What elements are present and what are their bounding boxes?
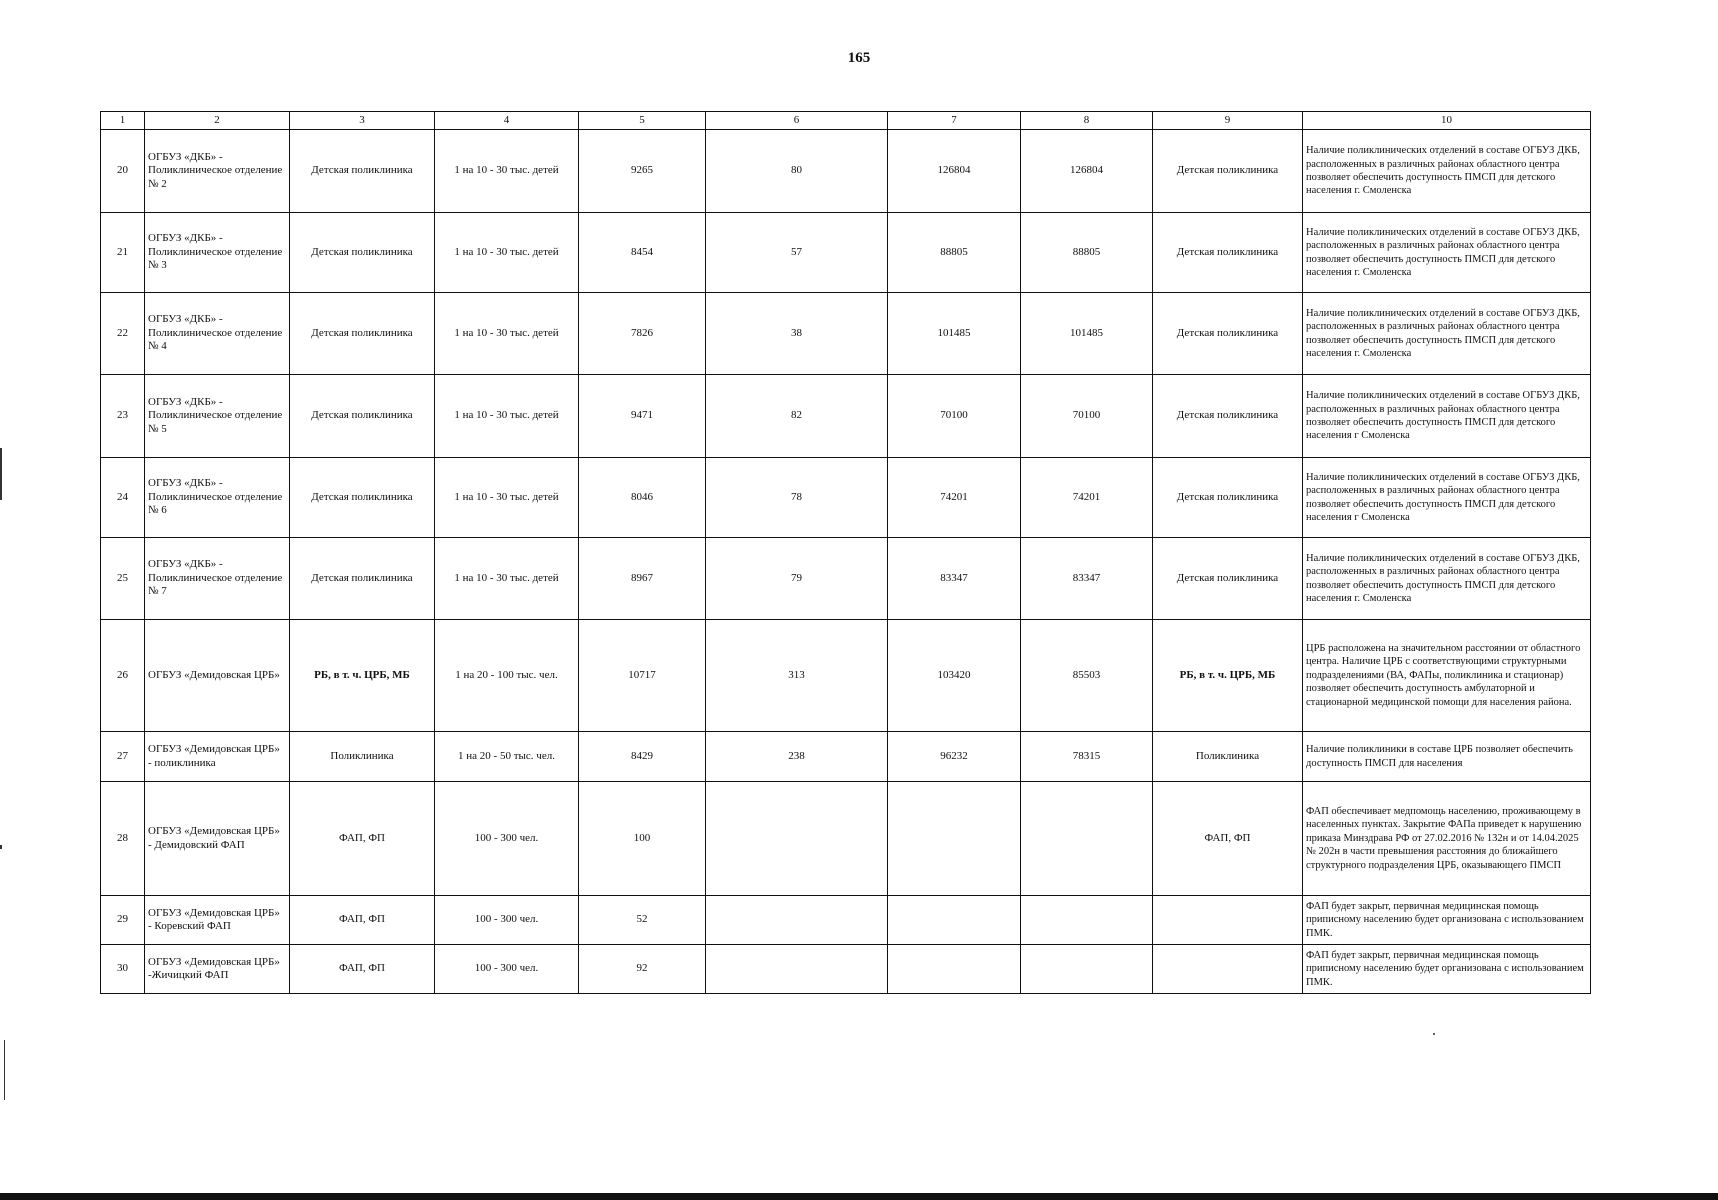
- norm: 1 на 20 - 100 тыс. чел.: [435, 620, 579, 732]
- norm: 1 на 20 - 50 тыс. чел.: [435, 732, 579, 782]
- value-col-5: 92: [579, 945, 706, 994]
- value-col-8: 74201: [1021, 458, 1153, 538]
- justification-note: Наличие поликлинических отделений в составе ОГБУЗ ДКБ, расположенных в различных районах областного центра позволяет обеспечить доступность ПМСП для детского населения г Смоленска: [1303, 375, 1591, 458]
- facility-type: Детская поликлиника: [290, 293, 435, 375]
- value-col-7: 96232: [888, 732, 1021, 782]
- facility-type: ФАП, ФП: [290, 896, 435, 945]
- facility-type: ФАП, ФП: [290, 782, 435, 896]
- value-col-8: 85503: [1021, 620, 1153, 732]
- justification-note: Наличие поликлиники в составе ЦРБ позволяет обеспечить доступность ПМСП для населения: [1303, 732, 1591, 782]
- table-row: [101, 130, 1591, 213]
- table-row: [101, 945, 1591, 994]
- table-row: [101, 458, 1591, 538]
- value-col-6: [706, 782, 888, 896]
- facility-type: Детская поликлиника: [290, 213, 435, 293]
- value-col-7: 126804: [888, 130, 1021, 213]
- facility-type-proposed: ФАП, ФП: [1153, 782, 1303, 896]
- value-col-5: 10717: [579, 620, 706, 732]
- norm: 1 на 10 - 30 тыс. детей: [435, 130, 579, 213]
- column-header: 6: [706, 112, 888, 130]
- facility-type: Детская поликлиника: [290, 130, 435, 213]
- norm: 1 на 10 - 30 тыс. детей: [435, 213, 579, 293]
- column-header: 4: [435, 112, 579, 130]
- value-col-6: 313: [706, 620, 888, 732]
- value-col-7: [888, 896, 1021, 945]
- value-col-7: 70100: [888, 375, 1021, 458]
- data-table: [100, 111, 1591, 994]
- norm: 100 - 300 чел.: [435, 945, 579, 994]
- facility-type-proposed: Детская поликлиника: [1153, 458, 1303, 538]
- facility-type-proposed: Детская поликлиника: [1153, 375, 1303, 458]
- column-header: 5: [579, 112, 706, 130]
- column-header: 7: [888, 112, 1021, 130]
- justification-note: Наличие поликлинических отделений в составе ОГБУЗ ДКБ, расположенных в различных районах областного центра позволяет обеспечить доступность ПМСП для детского населения г. Смоленска: [1303, 213, 1591, 293]
- facility-type-proposed: Детская поликлиника: [1153, 538, 1303, 620]
- facility-type: РБ, в т. ч. ЦРБ, МБ: [290, 620, 435, 732]
- facility-type-proposed: Детская поликлиника: [1153, 213, 1303, 293]
- page-number: 165: [847, 50, 871, 66]
- facility-type: Поликлиника: [290, 732, 435, 782]
- value-col-7: 101485: [888, 293, 1021, 375]
- organization-name: ОГБУЗ «ДКБ» - Поликлиническое отделение № 2: [145, 130, 290, 213]
- row-number: 26: [101, 620, 145, 732]
- value-col-7: 83347: [888, 538, 1021, 620]
- facility-type-proposed: [1153, 896, 1303, 945]
- norm: 1 на 10 - 30 тыс. детей: [435, 538, 579, 620]
- row-number: 27: [101, 732, 145, 782]
- column-header: 3: [290, 112, 435, 130]
- value-col-5: 8429: [579, 732, 706, 782]
- column-header: 2: [145, 112, 290, 130]
- facility-type-proposed: Детская поликлиника: [1153, 293, 1303, 375]
- value-col-8: 83347: [1021, 538, 1153, 620]
- value-col-7: 88805: [888, 213, 1021, 293]
- value-col-8: [1021, 782, 1153, 896]
- column-header: 10: [1303, 112, 1591, 130]
- organization-name: ОГБУЗ «ДКБ» - Поликлиническое отделение № 4: [145, 293, 290, 375]
- value-col-6: [706, 945, 888, 994]
- justification-note: ЦРБ расположена на значительном расстоянии от областного центра. Наличие ЦРБ с соответствующими структурными подразделениями (ВА, ФАПы, поликлиника и стационар) позволяет обеспечить доступность амбулаторной и стационарной медицинской помощи для населения района.: [1303, 620, 1591, 732]
- facility-type-proposed: Детская поликлиника: [1153, 130, 1303, 213]
- facility-type: Детская поликлиника: [290, 375, 435, 458]
- value-col-5: 52: [579, 896, 706, 945]
- organization-name: ОГБУЗ «Демидовская ЦРБ»: [145, 620, 290, 732]
- organization-name: ОГБУЗ «ДКБ» - Поликлиническое отделение № 6: [145, 458, 290, 538]
- column-header: 9: [1153, 112, 1303, 130]
- row-number: 21: [101, 213, 145, 293]
- value-col-5: 9471: [579, 375, 706, 458]
- value-col-6: 79: [706, 538, 888, 620]
- justification-note: ФАП будет закрыт, первичная медицинская помощь приписному населению будет организована с использованием ПМК.: [1303, 896, 1591, 945]
- norm: 100 - 300 чел.: [435, 896, 579, 945]
- organization-name: ОГБУЗ «Демидовская ЦРБ» -Жичицкий ФАП: [145, 945, 290, 994]
- row-number: 29: [101, 896, 145, 945]
- justification-note: ФАП обеспечивает медпомощь населению, проживающему в населенных пунктах. Закрытие ФАПа приведет к нарушению приказа Минздрава РФ от 27.02.2016 № 132н и от 14.04.2025 № 202н в части превышения расстояния до ближайшего структурного подразделения ЦРБ, оказывающего ПМСП: [1303, 782, 1591, 896]
- row-number: 30: [101, 945, 145, 994]
- scan-speck: [1433, 1033, 1435, 1035]
- value-col-7: 103420: [888, 620, 1021, 732]
- norm: 1 на 10 - 30 тыс. детей: [435, 375, 579, 458]
- facility-type: Детская поликлиника: [290, 538, 435, 620]
- organization-name: ОГБУЗ «ДКБ» - Поликлиническое отделение № 7: [145, 538, 290, 620]
- organization-name: ОГБУЗ «ДКБ» - Поликлиническое отделение № 3: [145, 213, 290, 293]
- row-number: 20: [101, 130, 145, 213]
- norm: 1 на 10 - 30 тыс. детей: [435, 458, 579, 538]
- value-col-6: 238: [706, 732, 888, 782]
- justification-note: ФАП будет закрыт, первичная медицинская помощь приписному населению будет организована с использованием ПМК.: [1303, 945, 1591, 994]
- value-col-5: 8454: [579, 213, 706, 293]
- justification-note: Наличие поликлинических отделений в составе ОГБУЗ ДКБ, расположенных в различных районах областного центра позволяет обеспечить доступность ПМСП для детского населения г. Смоленска: [1303, 293, 1591, 375]
- value-col-5: 100: [579, 782, 706, 896]
- value-col-5: 7826: [579, 293, 706, 375]
- justification-note: Наличие поликлинических отделений в составе ОГБУЗ ДКБ, расположенных в различных районах областного центра позволяет обеспечить доступность ПМСП для детского населения г Смоленска: [1303, 458, 1591, 538]
- value-col-7: [888, 945, 1021, 994]
- value-col-8: 78315: [1021, 732, 1153, 782]
- scan-artifact: [4, 1040, 5, 1100]
- value-col-8: [1021, 896, 1153, 945]
- value-col-6: 57: [706, 213, 888, 293]
- row-number: 24: [101, 458, 145, 538]
- norm: 100 - 300 чел.: [435, 782, 579, 896]
- facility-type: ФАП, ФП: [290, 945, 435, 994]
- organization-name: ОГБУЗ «Демидовская ЦРБ» - поликлиника: [145, 732, 290, 782]
- value-col-8: 70100: [1021, 375, 1153, 458]
- value-col-6: 82: [706, 375, 888, 458]
- facility-type-proposed: [1153, 945, 1303, 994]
- value-col-5: 8967: [579, 538, 706, 620]
- value-col-7: 74201: [888, 458, 1021, 538]
- value-col-6: 78: [706, 458, 888, 538]
- column-number-row: [101, 112, 1591, 130]
- value-col-7: [888, 782, 1021, 896]
- value-col-5: 9265: [579, 130, 706, 213]
- column-header: 1: [101, 112, 145, 130]
- norm: 1 на 10 - 30 тыс. детей: [435, 293, 579, 375]
- table-row: [101, 896, 1591, 945]
- value-col-8: 101485: [1021, 293, 1153, 375]
- table-row: [101, 620, 1591, 732]
- scan-bottom-edge: [0, 1193, 1718, 1200]
- row-number: 28: [101, 782, 145, 896]
- value-col-5: 8046: [579, 458, 706, 538]
- value-col-8: 126804: [1021, 130, 1153, 213]
- value-col-6: [706, 896, 888, 945]
- organization-name: ОГБУЗ «Демидовская ЦРБ» - Коревский ФАП: [145, 896, 290, 945]
- facility-type-proposed: Поликлиника: [1153, 732, 1303, 782]
- scan-artifact: [0, 448, 2, 500]
- organization-name: ОГБУЗ «ДКБ» - Поликлиническое отделение № 5: [145, 375, 290, 458]
- facility-type: Детская поликлиника: [290, 458, 435, 538]
- justification-note: Наличие поликлинических отделений в составе ОГБУЗ ДКБ, расположенных в различных районах областного центра позволяет обеспечить доступность ПМСП для детского населения г. Смоленска: [1303, 130, 1591, 213]
- value-col-6: 80: [706, 130, 888, 213]
- table-row: [101, 375, 1591, 458]
- table-row: [101, 782, 1591, 896]
- column-header: 8: [1021, 112, 1153, 130]
- row-number: 23: [101, 375, 145, 458]
- value-col-6: 38: [706, 293, 888, 375]
- table-row: [101, 293, 1591, 375]
- organization-name: ОГБУЗ «Демидовская ЦРБ» - Демидовский ФАП: [145, 782, 290, 896]
- scan-artifact: [0, 845, 2, 849]
- table-row: [101, 732, 1591, 782]
- value-col-8: [1021, 945, 1153, 994]
- justification-note: Наличие поликлинических отделений в составе ОГБУЗ ДКБ, расположенных в различных районах областного центра позволяет обеспечить доступность ПМСП для детского населения г. Смоленска: [1303, 538, 1591, 620]
- table-row: [101, 538, 1591, 620]
- row-number: 25: [101, 538, 145, 620]
- facility-type-proposed: РБ, в т. ч. ЦРБ, МБ: [1153, 620, 1303, 732]
- table-row: [101, 213, 1591, 293]
- row-number: 22: [101, 293, 145, 375]
- value-col-8: 88805: [1021, 213, 1153, 293]
